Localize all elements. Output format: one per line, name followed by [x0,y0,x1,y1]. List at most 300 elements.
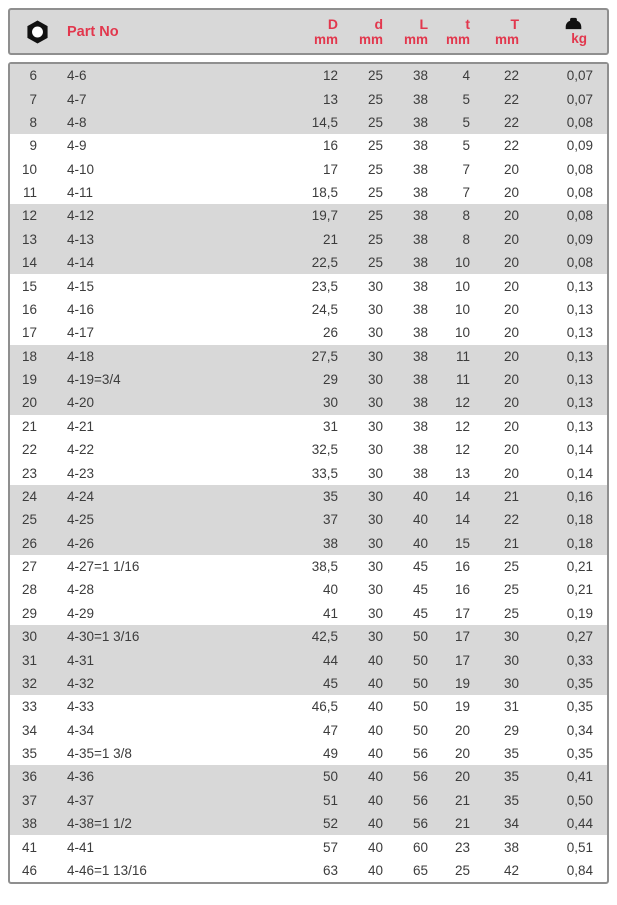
cell-weight-kg: 0,35 [566,746,593,762]
cell-L-mm: 38 [412,231,428,247]
cell-L-mm: 65 [412,862,428,878]
cell-part-no: 4-41 [67,839,95,855]
cell-D-mm: 16 [322,138,338,154]
cell-L-mm: 38 [412,114,428,130]
table-row [10,742,607,765]
cell-L-mm: 56 [412,746,428,762]
cell-d-mm: 25 [367,91,383,107]
cell-D-mm: 18,5 [311,185,338,201]
cell-size-number: 33 [21,699,37,715]
cell-T-mm: 35 [503,769,519,785]
cell-t-mm: 20 [454,722,470,738]
cell-part-no: 4-24 [67,488,95,504]
cell-size-number: 12 [21,208,37,224]
cell-D-mm: 57 [322,839,338,855]
cell-size-number: 13 [21,231,37,247]
table-row [10,625,607,648]
table-row [10,345,607,368]
cell-D-mm: 12 [322,68,338,84]
cell-L-mm: 38 [412,185,428,201]
table-row [10,368,607,391]
cell-size-number: 21 [21,418,37,434]
cell-part-no: 4-16 [67,301,95,317]
table-row [10,719,607,742]
cell-T-mm: 25 [503,582,519,598]
cell-L-mm: 38 [412,208,428,224]
cell-L-mm: 40 [412,512,428,528]
cell-weight-kg: 0,13 [566,418,593,434]
cell-part-no: 4-21 [67,418,95,434]
cell-D-mm: 14,5 [311,114,338,130]
cell-weight-kg: 0,13 [566,278,593,294]
cell-L-mm: 38 [412,138,428,154]
cell-T-mm: 21 [503,488,519,504]
cell-t-mm: 5 [462,91,470,107]
table-row [10,298,607,321]
cell-size-number: 37 [21,792,37,808]
cell-D-mm: 50 [322,769,338,785]
cell-size-number: 27 [21,559,37,575]
cell-d-mm: 25 [367,255,383,271]
cell-d-mm: 25 [367,185,383,201]
cell-part-no: 4-33 [67,699,95,715]
cell-size-number: 35 [21,746,37,762]
cell-T-mm: 30 [503,675,519,691]
cell-D-mm: 38,5 [311,559,338,575]
cell-part-no: 4-6 [67,68,87,84]
cell-L-mm: 38 [412,255,428,271]
cell-weight-kg: 0,18 [566,512,593,528]
table-row [10,438,607,461]
cell-d-mm: 40 [367,675,383,691]
cell-D-mm: 44 [322,652,338,668]
cell-d-mm: 40 [367,699,383,715]
cell-T-mm: 35 [503,792,519,808]
cell-weight-kg: 0,07 [566,68,593,84]
table-row [10,485,607,508]
cell-size-number: 17 [21,325,37,341]
cell-t-mm: 10 [454,255,470,271]
column-header-L: L mm [403,15,428,47]
cell-D-mm: 47 [322,722,338,738]
cell-d-mm: 25 [367,114,383,130]
cell-weight-kg: 0,35 [566,699,593,715]
cell-T-mm: 25 [503,605,519,621]
cell-T-mm: 20 [503,161,519,177]
cell-d-mm: 30 [367,488,383,504]
cell-L-mm: 50 [412,652,428,668]
cell-d-mm: 30 [367,535,383,551]
table-row [10,602,607,625]
cell-L-mm: 38 [412,348,428,364]
cell-L-mm: 40 [412,535,428,551]
parts-table-body [8,62,609,884]
cell-T-mm: 20 [503,325,519,341]
cell-d-mm: 30 [367,629,383,645]
table-row [10,64,607,87]
cell-t-mm: 5 [462,138,470,154]
column-header-T: T mm [494,15,519,47]
cell-T-mm: 21 [503,535,519,551]
cell-part-no: 4-20 [67,395,95,411]
cell-size-number: 25 [21,512,37,528]
cell-D-mm: 38 [322,535,338,551]
cell-t-mm: 23 [454,839,470,855]
cell-T-mm: 42 [503,862,519,878]
column-header-d: d mm [358,15,383,47]
cell-t-mm: 16 [454,582,470,598]
table-row [10,789,607,812]
cell-L-mm: 38 [412,418,428,434]
cell-size-number: 26 [21,535,37,551]
cell-d-mm: 40 [367,792,383,808]
cell-D-mm: 49 [322,746,338,762]
cell-size-number: 22 [21,442,37,458]
table-row [10,765,607,788]
cell-d-mm: 40 [367,652,383,668]
cell-weight-kg: 0,09 [566,138,593,154]
cell-t-mm: 10 [454,278,470,294]
cell-d-mm: 30 [367,325,383,341]
cell-weight-kg: 0,13 [566,372,593,388]
cell-size-number: 41 [21,839,37,855]
cell-t-mm: 10 [454,301,470,317]
cell-part-no: 4-18 [67,348,95,364]
cell-part-no: 4-29 [67,605,95,621]
cell-weight-kg: 0,13 [566,348,593,364]
cell-T-mm: 20 [503,185,519,201]
cell-D-mm: 13 [322,91,338,107]
cell-T-mm: 20 [503,372,519,388]
cell-D-mm: 24,5 [311,301,338,317]
cell-weight-kg: 0,08 [566,161,593,177]
cell-D-mm: 51 [322,792,338,808]
cell-size-number: 20 [21,395,37,411]
cell-part-no: 4-19=3/4 [67,372,121,388]
cell-D-mm: 45 [322,675,338,691]
cell-D-mm: 37 [322,512,338,528]
cell-L-mm: 45 [412,582,428,598]
cell-t-mm: 8 [462,208,470,224]
cell-part-no: 4-32 [67,675,95,691]
cell-part-no: 4-35=1 3/8 [67,746,132,762]
cell-t-mm: 11 [455,372,470,388]
cell-D-mm: 22,5 [311,255,338,271]
cell-T-mm: 29 [503,722,519,738]
cell-size-number: 38 [21,816,37,832]
cell-d-mm: 25 [367,208,383,224]
cell-D-mm: 42,5 [311,629,338,645]
cell-t-mm: 17 [454,605,470,621]
cell-T-mm: 22 [503,138,519,154]
cell-L-mm: 50 [412,629,428,645]
cell-part-no: 4-8 [67,114,87,130]
cell-t-mm: 25 [454,862,470,878]
part-no-column-header: Part No [67,23,119,40]
cell-t-mm: 16 [454,559,470,575]
cell-size-number: 10 [21,161,37,177]
cell-size-number: 18 [21,348,37,364]
cell-size-number: 29 [21,605,37,621]
column-header-D: D mm [313,15,338,47]
cell-t-mm: 14 [454,488,470,504]
table-row [10,321,607,344]
cell-weight-kg: 0,14 [566,442,593,458]
cell-weight-kg: 0,13 [566,301,593,317]
cell-t-mm: 19 [454,699,470,715]
cell-T-mm: 20 [503,301,519,317]
cell-t-mm: 20 [454,746,470,762]
cell-D-mm: 41 [322,605,338,621]
cell-L-mm: 38 [412,301,428,317]
cell-weight-kg: 0,51 [566,839,593,855]
cell-T-mm: 20 [503,418,519,434]
cell-L-mm: 45 [412,559,428,575]
cell-size-number: 11 [22,185,37,201]
table-header-bar [8,8,609,55]
cell-size-number: 9 [29,138,37,154]
cell-D-mm: 27,5 [311,348,338,364]
cell-t-mm: 7 [462,185,470,201]
cell-T-mm: 20 [503,208,519,224]
cell-size-number: 15 [21,278,37,294]
table-row [10,228,607,251]
cell-D-mm: 63 [322,862,338,878]
cell-T-mm: 31 [503,699,519,715]
cell-L-mm: 38 [412,161,428,177]
table-row [10,835,607,858]
cell-weight-kg: 0,21 [566,559,593,575]
cell-t-mm: 11 [455,348,470,364]
cell-weight-kg: 0,41 [566,769,593,785]
cell-L-mm: 56 [412,769,428,785]
table-row [10,111,607,134]
cell-L-mm: 40 [412,488,428,504]
cell-t-mm: 4 [462,68,470,84]
weight-kg-icon [565,17,582,30]
cell-T-mm: 20 [503,395,519,411]
cell-weight-kg: 0,18 [566,535,593,551]
cell-D-mm: 35 [322,488,338,504]
cell-t-mm: 21 [454,792,470,808]
table-row [10,555,607,578]
cell-weight-kg: 0,34 [566,722,593,738]
cell-part-no: 4-36 [67,769,95,785]
table-row [10,415,607,438]
table-row [10,158,607,181]
cell-size-number: 30 [21,629,37,645]
cell-t-mm: 12 [454,418,470,434]
cell-d-mm: 30 [367,559,383,575]
cell-d-mm: 30 [367,372,383,388]
cell-L-mm: 50 [412,699,428,715]
cell-T-mm: 22 [503,68,519,84]
cell-D-mm: 31 [322,418,338,434]
cell-T-mm: 20 [503,231,519,247]
cell-t-mm: 19 [454,675,470,691]
cell-part-no: 4-34 [67,722,95,738]
cell-D-mm: 21 [322,231,338,247]
cell-d-mm: 40 [367,722,383,738]
cell-L-mm: 38 [412,91,428,107]
cell-t-mm: 13 [454,465,470,481]
cell-d-mm: 40 [367,746,383,762]
cell-t-mm: 12 [454,442,470,458]
cell-size-number: 24 [21,488,37,504]
cell-size-number: 28 [21,582,37,598]
cell-t-mm: 12 [454,395,470,411]
cell-t-mm: 5 [462,114,470,130]
cell-D-mm: 26 [322,325,338,341]
cell-part-no: 4-27=1 1/16 [67,559,140,575]
cell-L-mm: 38 [412,278,428,294]
cell-d-mm: 30 [367,301,383,317]
cell-size-number: 34 [21,722,37,738]
cell-part-no: 4-22 [67,442,95,458]
cell-L-mm: 56 [412,792,428,808]
cell-T-mm: 20 [503,442,519,458]
cell-T-mm: 22 [503,91,519,107]
cell-D-mm: 40 [322,582,338,598]
cell-d-mm: 30 [367,605,383,621]
cell-d-mm: 25 [367,161,383,177]
cell-weight-kg: 0,08 [566,114,593,130]
cell-part-no: 4-17 [67,325,95,341]
cell-size-number: 36 [21,769,37,785]
cell-part-no: 4-11 [67,185,94,201]
cell-size-number: 14 [21,255,37,271]
cell-L-mm: 38 [412,465,428,481]
cell-d-mm: 30 [367,442,383,458]
cell-T-mm: 25 [503,559,519,575]
cell-D-mm: 52 [322,816,338,832]
cell-d-mm: 25 [367,68,383,84]
cell-d-mm: 30 [367,418,383,434]
cell-weight-kg: 0,21 [566,582,593,598]
cell-part-no: 4-13 [67,231,95,247]
cell-size-number: 19 [21,372,37,388]
cell-d-mm: 40 [367,769,383,785]
cell-weight-kg: 0,08 [566,255,593,271]
cell-d-mm: 30 [367,278,383,294]
table-row [10,648,607,671]
cell-d-mm: 30 [367,582,383,598]
table-row [10,181,607,204]
cell-T-mm: 30 [503,629,519,645]
cell-T-mm: 38 [503,839,519,855]
cell-part-no: 4-46=1 13/16 [67,862,147,878]
cell-weight-kg: 0,33 [566,652,593,668]
cell-weight-kg: 0,16 [566,488,593,504]
cell-part-no: 4-9 [67,138,87,154]
cell-d-mm: 40 [367,862,383,878]
cell-size-number: 8 [29,114,37,130]
cell-d-mm: 25 [367,231,383,247]
table-row [10,461,607,484]
table-row [10,134,607,157]
cell-d-mm: 40 [367,839,383,855]
cell-size-number: 16 [21,301,37,317]
cell-weight-kg: 0,09 [566,231,593,247]
cell-d-mm: 30 [367,348,383,364]
cell-t-mm: 8 [462,231,470,247]
cell-t-mm: 17 [454,652,470,668]
cell-T-mm: 20 [503,278,519,294]
cell-t-mm: 21 [454,816,470,832]
cell-weight-kg: 0,08 [566,185,593,201]
cell-L-mm: 38 [412,372,428,388]
cell-part-no: 4-10 [67,161,95,177]
cell-size-number: 7 [29,91,37,107]
cell-weight-kg: 0,19 [566,605,593,621]
cell-d-mm: 25 [367,138,383,154]
cell-T-mm: 20 [503,255,519,271]
column-header-t: t mm [445,15,470,47]
cell-L-mm: 50 [412,675,428,691]
cell-L-mm: 38 [412,395,428,411]
cell-weight-kg: 0,84 [566,862,593,878]
table-row [10,695,607,718]
cell-L-mm: 45 [412,605,428,621]
cell-weight-kg: 0,50 [566,792,593,808]
cell-weight-kg: 0,44 [566,816,593,832]
cell-L-mm: 38 [412,325,428,341]
cell-part-no: 4-25 [67,512,95,528]
cell-part-no: 4-14 [67,255,95,271]
cell-t-mm: 10 [454,325,470,341]
cell-weight-kg: 0,13 [566,325,593,341]
cell-L-mm: 38 [412,442,428,458]
cell-D-mm: 33,5 [311,465,338,481]
cell-T-mm: 22 [503,114,519,130]
table-row [10,508,607,531]
cell-D-mm: 19,7 [311,208,338,224]
cell-part-no: 4-12 [67,208,95,224]
table-row [10,578,607,601]
table-row [10,859,607,882]
cell-d-mm: 40 [367,816,383,832]
cell-size-number: 6 [29,68,37,84]
cell-part-no: 4-15 [67,278,95,294]
cell-t-mm: 14 [454,512,470,528]
cell-d-mm: 30 [367,512,383,528]
cell-L-mm: 56 [412,816,428,832]
cell-size-number: 32 [21,675,37,691]
cell-L-mm: 60 [412,839,428,855]
cell-T-mm: 20 [503,465,519,481]
cell-D-mm: 23,5 [311,278,338,294]
cell-weight-kg: 0,27 [566,629,593,645]
cell-D-mm: 30 [322,395,338,411]
table-row [10,204,607,227]
cell-T-mm: 20 [503,348,519,364]
column-header-kg: kg [519,17,593,46]
cell-d-mm: 30 [367,395,383,411]
cell-weight-kg: 0,08 [566,208,593,224]
table-row [10,87,607,110]
table-row [10,812,607,835]
cell-L-mm: 38 [412,68,428,84]
cell-weight-kg: 0,07 [566,91,593,107]
table-row [10,251,607,274]
cell-t-mm: 20 [454,769,470,785]
table-row [10,274,607,297]
cell-part-no: 4-26 [67,535,95,551]
cell-size-number: 23 [21,465,37,481]
cell-D-mm: 32,5 [311,442,338,458]
cell-part-no: 4-30=1 3/16 [67,629,140,645]
table-row [10,672,607,695]
